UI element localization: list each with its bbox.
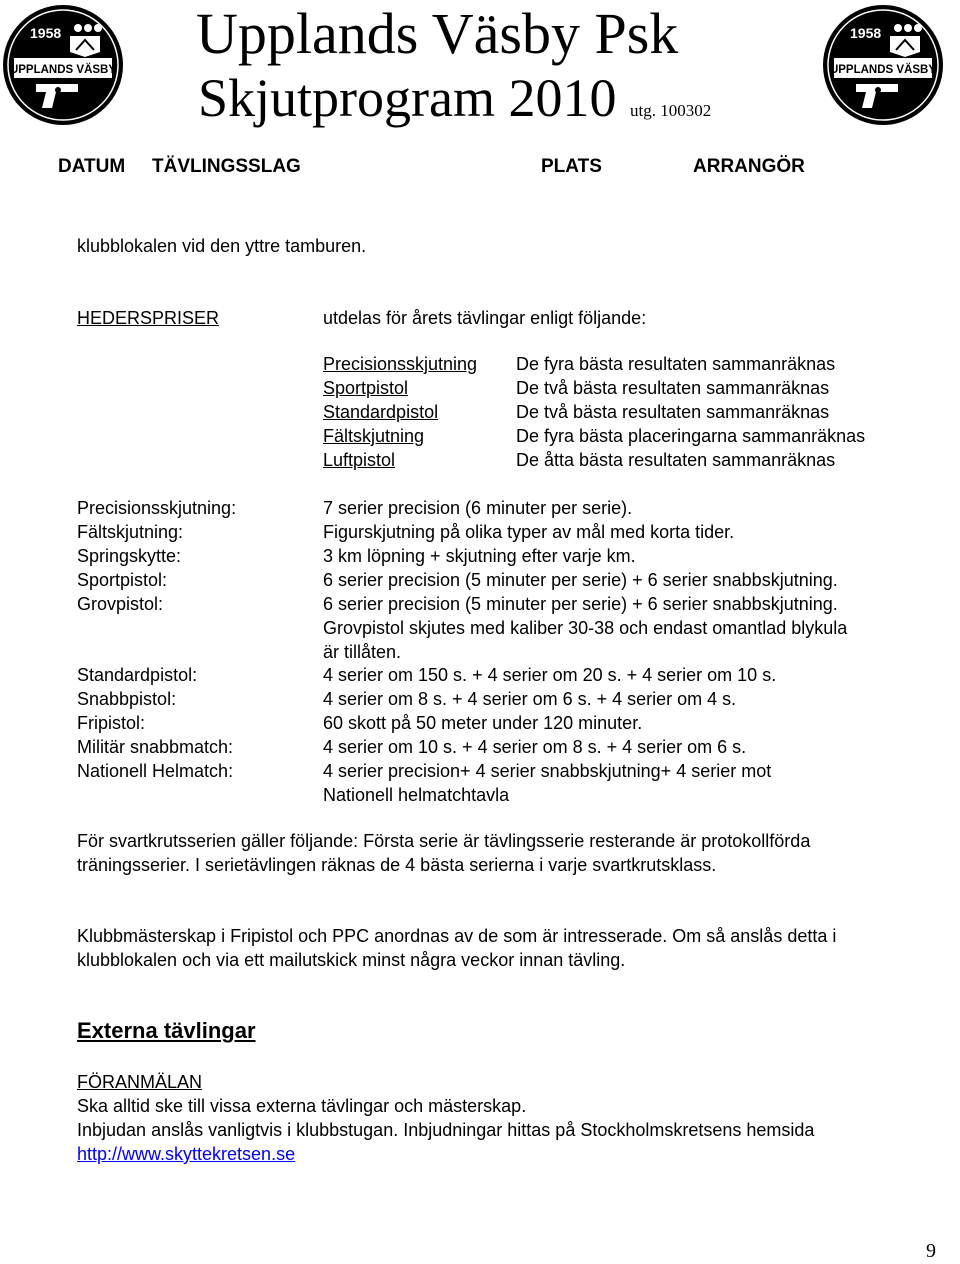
discipline-label: Fripistol: xyxy=(77,713,146,733)
hederspriser-rule: De två bästa resultaten sammanräknas xyxy=(516,402,830,422)
hederspriser-text: utdelas för årets tävlingar enligt följande: xyxy=(323,308,647,328)
svartkrut-text: För svartkrutsserien gäller följande: Första serie är tävlingsserie resterande är protokollförda xyxy=(77,831,811,851)
externa-text: Inbjudan anslås vanligtvis i klubbstugan. Inbjudningar hittas på Stockholmskretsens hemsida xyxy=(77,1120,815,1140)
discipline-desc: är tillåten. xyxy=(323,642,402,662)
column-header-tavlingsslag: TÄVLINGSSLAG xyxy=(152,156,301,177)
hederspriser-discipline: Sportpistol xyxy=(323,378,409,398)
hederspriser-rule: De två bästa resultaten sammanräknas xyxy=(516,378,830,398)
discipline-desc: 4 serier precision+ 4 serier snabbskjutning+ 4 serier mot xyxy=(323,761,772,781)
discipline-label: Sportpistol: xyxy=(77,570,168,590)
svartkrut-text: träningsserier. I serietävlingen räknas de 4 bästa serierna i varje svartkrutsklass. xyxy=(77,855,717,875)
discipline-label: Precisionsskjutning: xyxy=(77,498,237,518)
discipline-label: Militär snabbmatch: xyxy=(77,737,234,757)
club-logo-right xyxy=(820,2,946,128)
hederspriser-discipline: Luftpistol xyxy=(323,450,396,470)
hederspriser-discipline: Fältskjutning xyxy=(323,426,425,446)
discipline-desc: 6 serier precision (5 minuter per serie) + 6 serier snabbskjutning. xyxy=(323,570,838,590)
discipline-desc: 7 serier precision (6 minuter per serie). xyxy=(323,498,633,518)
discipline-desc: 6 serier precision (5 minuter per serie) + 6 serier snabbskjutning. xyxy=(323,594,838,614)
skyttekretsen-link[interactable]: http://www.skyttekretsen.se xyxy=(77,1144,296,1164)
externa-heading: Externa tävlingar xyxy=(77,1018,256,1043)
club-logo-left xyxy=(0,2,126,128)
logo-year: 1958 xyxy=(850,25,882,41)
hederspriser-discipline: Standardpistol xyxy=(323,402,439,422)
hederspriser-rule: De fyra bästa placeringarna sammanräknas xyxy=(516,426,866,446)
externa-text: Ska alltid ske till vissa externa tävlingar och mästerskap. xyxy=(77,1096,527,1116)
discipline-label: Standardpistol: xyxy=(77,665,198,685)
hederspriser-discipline: Precisionsskjutning xyxy=(323,354,478,374)
discipline-label: Snabbpistol: xyxy=(77,689,177,709)
page-subtitle xyxy=(198,68,711,141)
page-title: Upplands Väsby Psk xyxy=(196,1,679,66)
hederspriser-rule: De fyra bästa resultaten sammanräknas xyxy=(516,354,836,374)
club-emblem-icon xyxy=(0,2,126,128)
hederspriser-rule: De åtta bästa resultaten sammanräknas xyxy=(516,450,836,470)
club-emblem-icon xyxy=(820,2,946,128)
logo-club-name: UPPLANDS VÄSBY xyxy=(829,64,937,76)
discipline-desc: 4 serier om 10 s. + 4 serier om 8 s. + 4 serier om 6 s. xyxy=(323,737,747,757)
klubbmasterskap-text: Klubbmästerskap i Fripistol och PPC anordnas av de som är intresserade. Om så anslås detta i xyxy=(77,926,837,946)
column-header-datum: DATUM xyxy=(58,156,126,177)
hederspriser-label: HEDERSPRISER xyxy=(77,308,220,328)
discipline-desc: 3 km löpning + skjutning efter varje km. xyxy=(323,546,636,566)
column-header-plats: PLATS xyxy=(541,156,602,177)
subtitle-text: Skjutprogram 2010 xyxy=(198,68,617,128)
discipline-label: Fältskjutning: xyxy=(77,522,184,542)
discipline-label: Nationell Helmatch: xyxy=(77,761,234,781)
column-header-arrangor: ARRANGÖR xyxy=(693,156,805,177)
discipline-desc: 4 serier om 150 s. + 4 serier om 20 s. + 4 serier om 10 s. xyxy=(323,665,777,685)
discipline-desc: Figurskjutning på olika typer av mål med korta tider. xyxy=(323,522,735,542)
foranmalan-label: FÖRANMÄLAN xyxy=(77,1072,203,1092)
page-number: 9 xyxy=(926,1240,936,1262)
intro-text: klubblokalen vid den yttre tamburen. xyxy=(77,236,367,256)
discipline-desc: 60 skott på 50 meter under 120 minuter. xyxy=(323,713,643,733)
discipline-desc: Grovpistol skjutes med kaliber 30-38 och endast omantlad blykula xyxy=(323,618,848,638)
discipline-label: Springskytte: xyxy=(77,546,182,566)
discipline-label: Grovpistol: xyxy=(77,594,164,614)
skyttekretsen-link-wrapper xyxy=(77,1142,295,1166)
edition-label: utg. 100302 xyxy=(629,101,712,120)
discipline-desc: 4 serier om 8 s. + 4 serier om 6 s. + 4 serier om 4 s. xyxy=(323,689,737,709)
discipline-desc: Nationell helmatchtavla xyxy=(323,785,510,805)
klubbmasterskap-text: klubblokalen och via ett mailutskick minst några veckor innan tävling. xyxy=(77,950,626,970)
logo-year: 1958 xyxy=(30,25,62,41)
logo-club-name: UPPLANDS VÄSBY xyxy=(9,64,117,76)
